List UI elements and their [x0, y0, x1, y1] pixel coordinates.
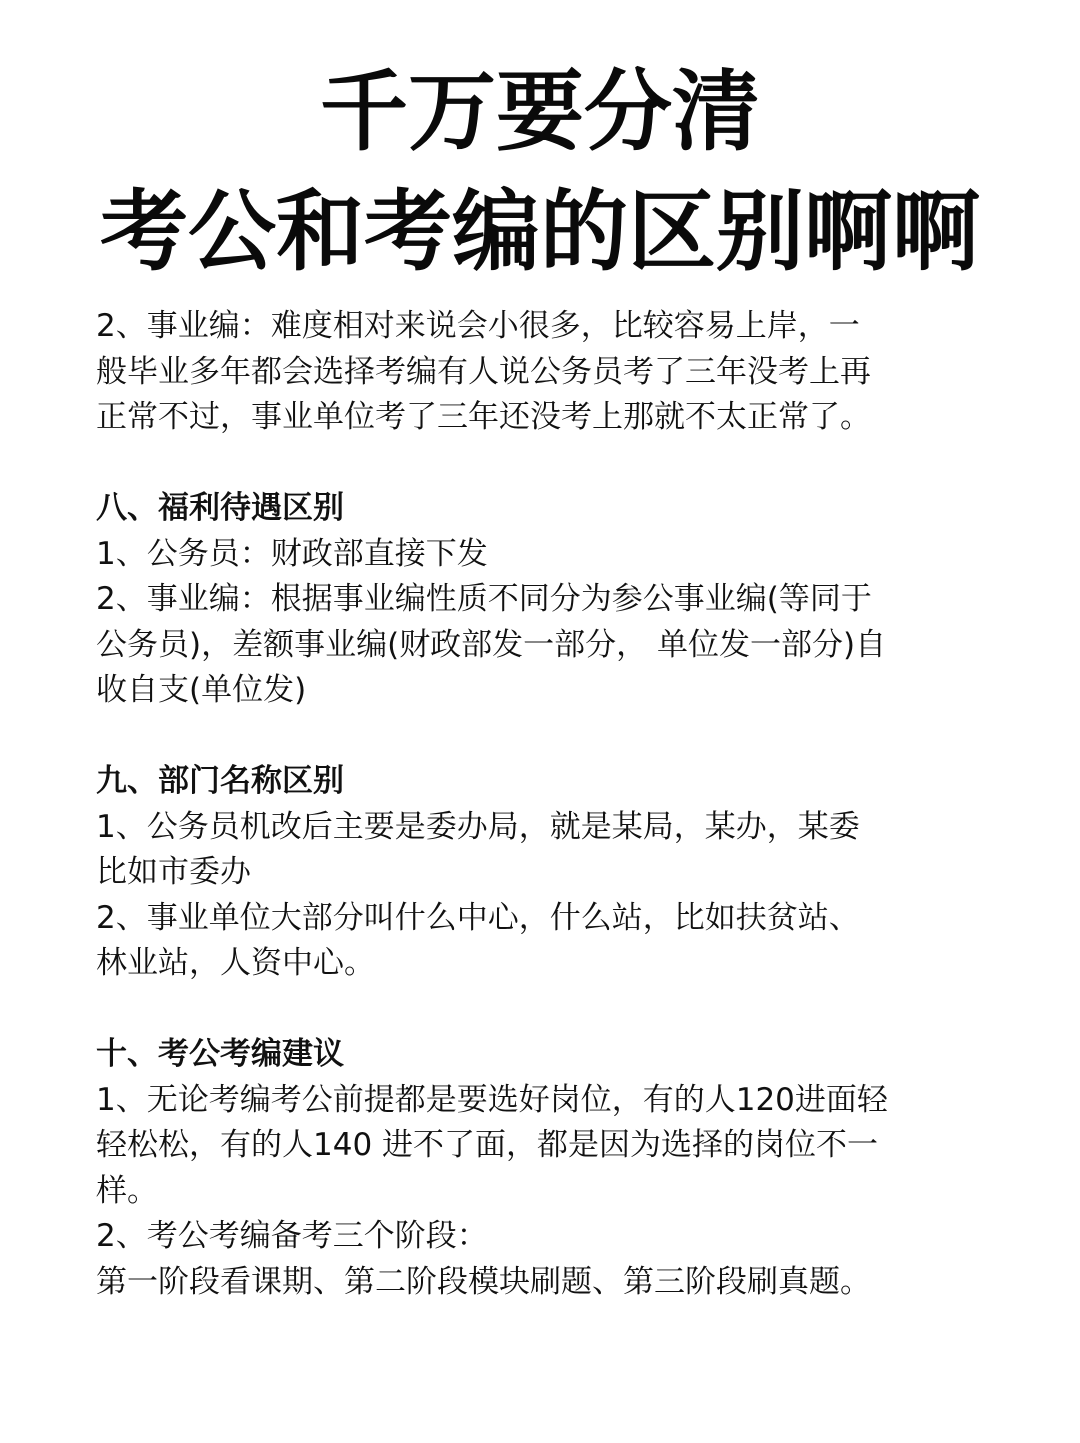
paragraph-line: 正常不过，事业单位考了三年还没考上那就不太正常了。 [96, 399, 871, 435]
section-heading-advice: 十、考公考编建议 [96, 1036, 344, 1072]
paragraph-line: 林业站，人资中心。 [96, 945, 375, 981]
paragraph-line: 般毕业多年都会选择考编有人说公务员考了三年没考上再 [96, 353, 871, 390]
paragraph-line: 轻松松，有的人140 进不了面，都是因为选择的岗位不一 [96, 1127, 879, 1163]
paragraph-line: 1、无论考编考公前提都是要选好岗位，有的人120进面轻 [96, 1081, 888, 1118]
paragraph-line: 第一阶段看课期、第二阶段模块刷题、第三阶段刷真题。 [96, 1263, 871, 1300]
page-title-line-2: 考公和考编的区别啊啊 [99, 180, 980, 283]
section-department [96, 759, 996, 987]
paragraph-line: 1、公务员：财政部直接下发 [96, 535, 488, 572]
section-heading-welfare: 八、福利待遇区别 [96, 490, 344, 526]
paragraph-line: 比如市委办 [96, 854, 251, 890]
paragraph-line: 1、公务员机改后主要是委办局，就是某局，某办，某委 [96, 808, 860, 845]
paragraph-line: 2、事业编：根据事业编性质不同分为参公事业编(等同于 [96, 581, 872, 617]
paragraph-line: 2、事业单位大部分叫什么中心，什么站，比如扶贫站、 [96, 899, 860, 936]
section-advice [96, 1032, 996, 1305]
page-title-line-1: 千万要分清 [319, 60, 760, 163]
section-heading-department: 九、部门名称区别 [96, 763, 344, 799]
paragraph-line: 2、事业编：难度相对来说会小很多，比较容易上岸，一 [96, 308, 860, 344]
paragraph-line: 2、考公考编备考三个阶段： [96, 1218, 488, 1254]
section-spacer [96, 441, 996, 487]
paragraph-line: 公务员)，差额事业编(财政部发一部分， 单位发一部分)自 [96, 626, 887, 663]
section-welfare [96, 486, 996, 714]
article-body [96, 304, 996, 1305]
section-spacer [96, 714, 996, 760]
paragraph-line: 收自支(单位发) [96, 672, 307, 708]
paragraph-line: 样。 [96, 1172, 158, 1209]
section-intro [96, 304, 996, 441]
section-spacer [96, 987, 996, 1033]
